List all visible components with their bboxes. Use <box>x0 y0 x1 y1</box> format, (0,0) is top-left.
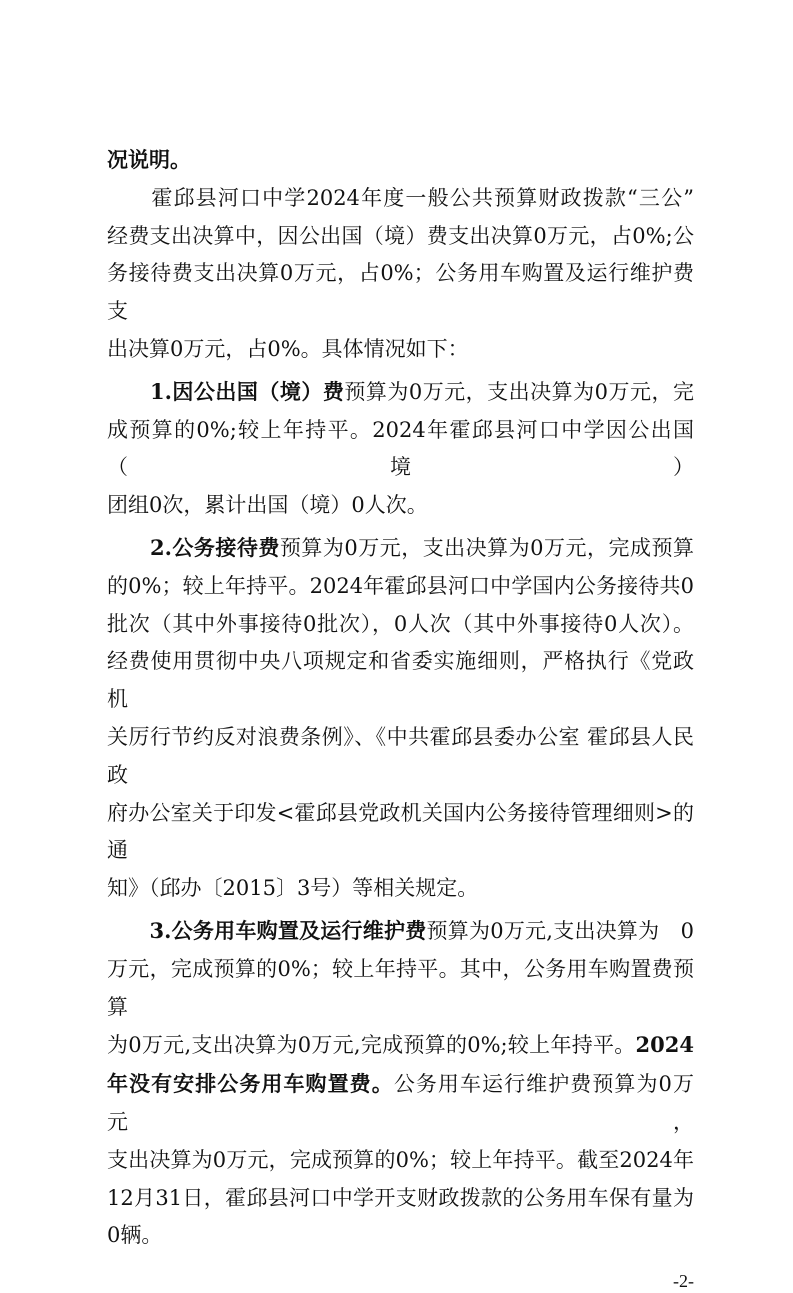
body-text: 团组0次，累计出国（境）0人次。 <box>107 493 428 518</box>
text-line <box>107 255 694 331</box>
text-line <box>107 412 694 488</box>
text-line <box>107 951 694 1027</box>
body-text: 预算为0万元,支出决算为 0 <box>426 918 694 943</box>
body-text: 公务用车运行维护费预算为0万元， <box>107 1072 694 1134</box>
body-text: 预算为0万元，支出决算为0万元，完 <box>344 379 694 404</box>
text-line <box>107 1217 694 1255</box>
text-line <box>107 180 694 218</box>
bold-text: 年没有安排公务用车购置费。 <box>107 1071 394 1097</box>
body-text: 的0%；较上年持平。2024年霍邱县河口中学国内公务接待共0 <box>107 573 694 598</box>
text-line <box>107 487 694 525</box>
text-line <box>107 870 694 908</box>
body-text: 经费支出决算中，因公出国（境）费支出决算0万元，占0%;公 <box>107 223 694 248</box>
document-body <box>107 0 694 1255</box>
paragraph <box>107 912 694 1255</box>
paragraph <box>107 141 694 180</box>
body-text: 预算为0万元，支出决算为0万元，完成预算 <box>279 535 694 560</box>
body-text: 0辆。 <box>107 1223 163 1248</box>
text-line <box>107 529 694 568</box>
text-line <box>107 606 694 644</box>
bold-text: 2.公务接待费 <box>107 534 280 560</box>
text-line <box>107 912 694 951</box>
page-number: -2- <box>673 1271 694 1292</box>
bold-text: 3.公务用车购置及运行维护费 <box>107 917 427 943</box>
text-line <box>107 331 694 369</box>
body-text: 霍邱县河口中学2024年度一般公共预算财政拨款“三公” <box>107 185 694 210</box>
text-line <box>107 141 694 180</box>
body-text: 支出决算为0万元，完成预算的0%；较上年持平。截至2024年 <box>107 1147 694 1172</box>
text-line <box>107 643 694 719</box>
body-text: 出决算0万元，占0%。具体情况如下： <box>107 336 469 361</box>
body-text: 知》（邱办〔2015〕3号）等相关规定。 <box>107 876 479 901</box>
text-line <box>107 1026 694 1065</box>
bold-text: 况说明。 <box>107 147 191 172</box>
bold-text: 1.因公出国（境）费 <box>107 378 345 404</box>
body-text: 万元，完成预算的0%；较上年持平。其中，公务用车购置费预算 <box>107 956 694 1019</box>
body-text: 关厉行节约反对浪费条例》、《中共霍邱县委办公室 霍邱县人民政 <box>107 724 694 787</box>
body-text: 府办公室关于印发<霍邱县党政机关国内公务接待管理细则>的通 <box>107 800 694 863</box>
body-text: 务接待费支出决算0万元，占0%；公务用车购置及运行维护费支 <box>107 261 694 324</box>
text-line <box>107 1065 694 1142</box>
paragraph <box>107 529 694 908</box>
text-line <box>107 719 694 795</box>
body-text: 12月31日，霍邱县河口中学开支财政拨款的公务用车保有量为 <box>107 1185 694 1210</box>
body-text: 经费使用贯彻中央八项规定和省委实施细则，严格执行《党政机 <box>107 649 694 712</box>
bold-text: 2024 <box>635 1032 694 1058</box>
text-line <box>107 795 694 871</box>
text-line <box>107 1180 694 1218</box>
text-line <box>107 373 694 412</box>
text-line <box>107 568 694 606</box>
body-text: 为0万元,支出决算为0万元,完成预算的0%;较上年持平。 <box>107 1033 636 1058</box>
body-text: 批次（其中外事接待0批次），0人次（其中外事接待0人次）。 <box>107 611 694 636</box>
body-text: 成预算的0%;较上年持平。2024年霍邱县河口中学因公出国（境） <box>107 417 694 480</box>
text-line <box>107 1142 694 1180</box>
text-line <box>107 218 694 256</box>
paragraph <box>107 180 694 369</box>
paragraph <box>107 373 694 525</box>
